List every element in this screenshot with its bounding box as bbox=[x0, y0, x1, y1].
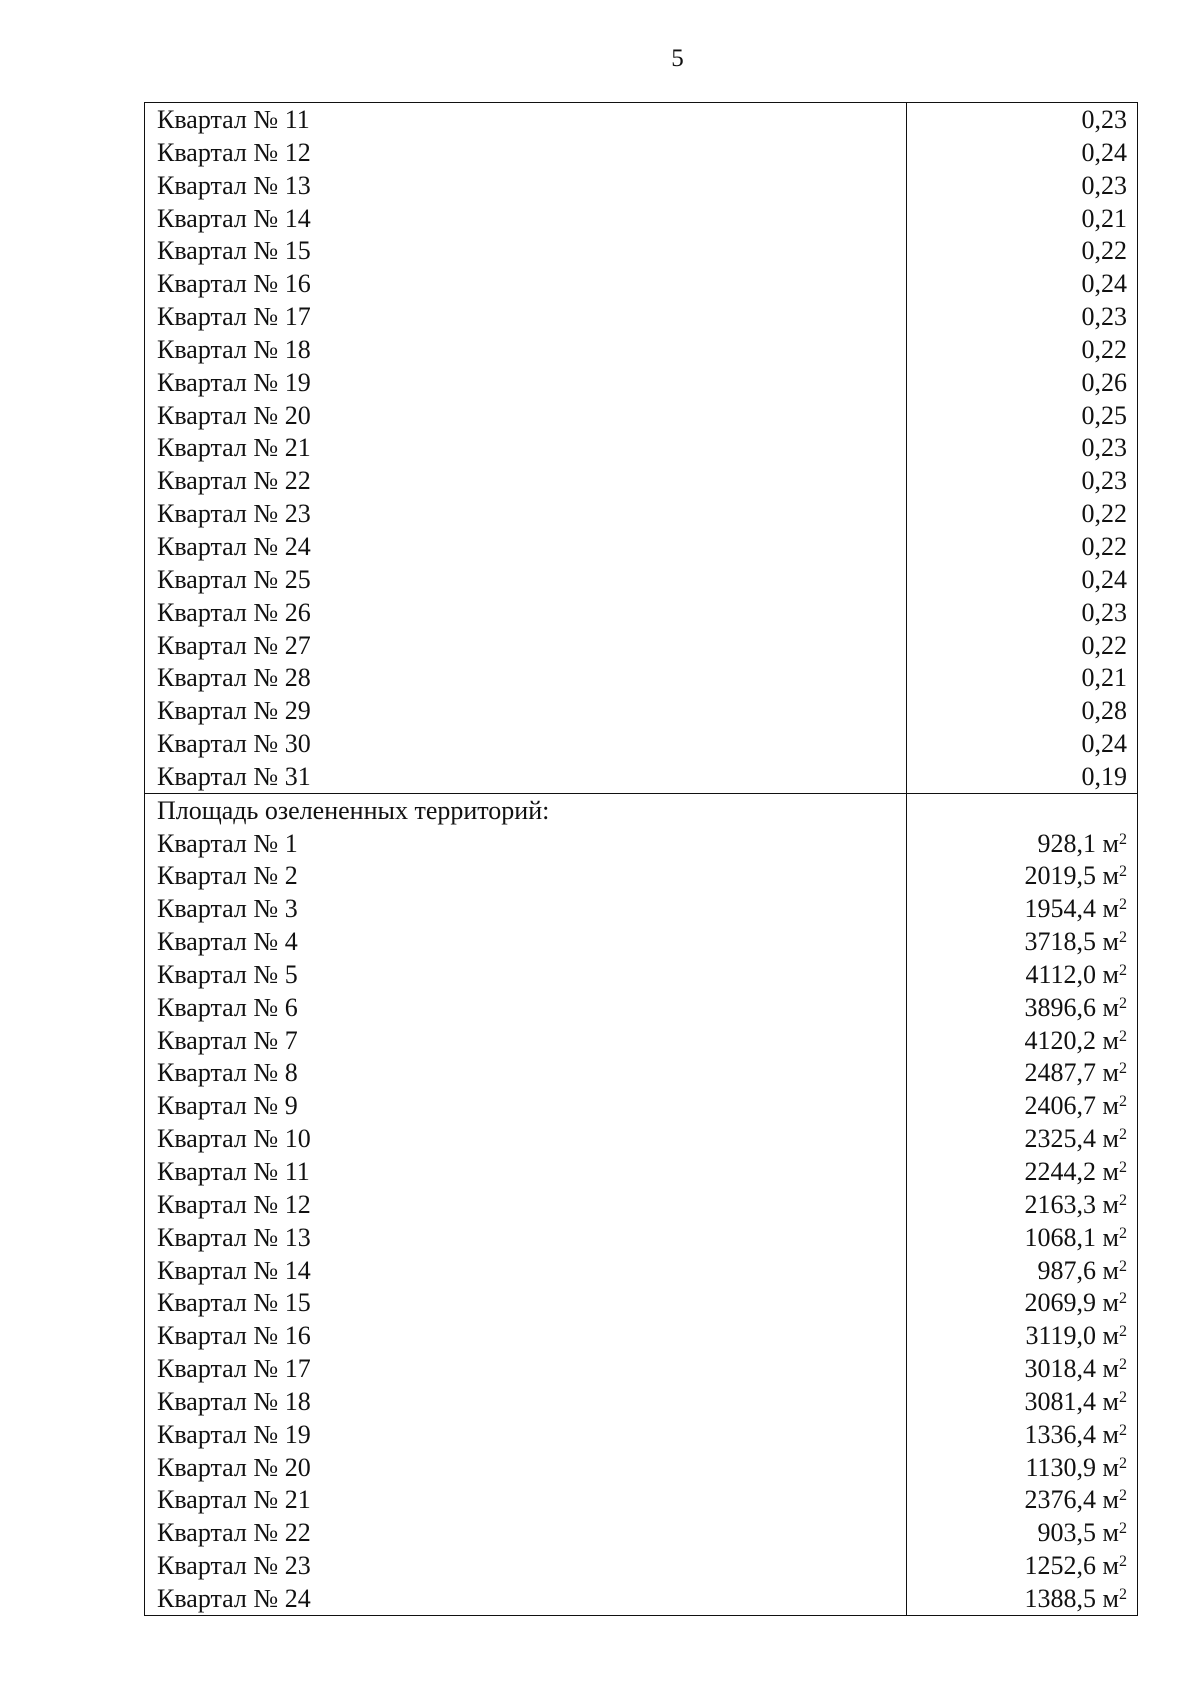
unit-label: м bbox=[1102, 894, 1119, 924]
row-value bbox=[907, 1516, 1127, 1549]
unit-power: 2 bbox=[1119, 1290, 1127, 1308]
row-label: Квартал № 24 bbox=[157, 531, 311, 561]
row-value bbox=[907, 1254, 1127, 1287]
row-value bbox=[907, 1385, 1127, 1418]
row-label: Квартал № 16 bbox=[157, 269, 311, 299]
unit-power: 2 bbox=[1119, 863, 1127, 881]
unit-label: м bbox=[1102, 1157, 1119, 1186]
row-label: Квартал № 3 bbox=[157, 894, 298, 924]
row-value bbox=[907, 1451, 1127, 1484]
unit-power: 2 bbox=[1119, 1585, 1127, 1603]
area-value: 3896,6 bbox=[1024, 992, 1097, 1022]
row-label: Квартал № 20 bbox=[157, 400, 311, 430]
row-value bbox=[907, 1056, 1127, 1089]
row-value: 0,23 bbox=[1081, 170, 1127, 200]
row-label: Квартал № 31 bbox=[157, 761, 311, 791]
row-label: Квартал № 19 bbox=[157, 1419, 311, 1449]
data-table bbox=[144, 102, 1138, 1616]
row-value bbox=[907, 1483, 1127, 1516]
row-label: Квартал № 7 bbox=[157, 1025, 298, 1055]
row-value: 0,26 bbox=[1081, 367, 1127, 397]
row-label: Квартал № 17 bbox=[157, 1354, 311, 1384]
unit-label: м bbox=[1102, 861, 1119, 891]
row-label: Квартал № 16 bbox=[157, 1321, 311, 1351]
unit-power: 2 bbox=[1119, 1388, 1127, 1406]
unit-power: 2 bbox=[1119, 1323, 1127, 1341]
unit-power: 2 bbox=[1119, 1454, 1127, 1472]
unit-power: 2 bbox=[1119, 1093, 1127, 1111]
label-column bbox=[145, 103, 907, 793]
area-value: 4112,0 bbox=[1025, 959, 1097, 989]
unit-power: 2 bbox=[1119, 896, 1127, 914]
row-label: Квартал № 1 bbox=[157, 828, 298, 858]
row-value bbox=[907, 1024, 1127, 1057]
row-value: 0,22 bbox=[1081, 334, 1127, 364]
area-value: 2406,7 bbox=[1024, 1091, 1097, 1121]
row-value bbox=[907, 1319, 1127, 1352]
row-value bbox=[907, 859, 1127, 892]
unit-power: 2 bbox=[1119, 961, 1127, 979]
row-label: Квартал № 29 bbox=[157, 696, 311, 726]
section-heading: Площадь озелененных территорий: bbox=[157, 795, 550, 825]
row-value bbox=[907, 1418, 1127, 1451]
row-label: Квартал № 17 bbox=[157, 302, 311, 332]
unit-label: м bbox=[1102, 1321, 1119, 1351]
row-value: 0,23 bbox=[1081, 302, 1127, 332]
heading-spacer bbox=[907, 794, 1127, 827]
unit-label: м bbox=[1102, 1551, 1119, 1581]
unit-power: 2 bbox=[1119, 1356, 1127, 1374]
row-value: 0,22 bbox=[1081, 236, 1127, 266]
row-value bbox=[907, 892, 1127, 925]
area-value: 903,5 bbox=[1037, 1518, 1097, 1548]
row-label: Квартал № 8 bbox=[157, 1058, 298, 1088]
unit-label: м bbox=[1102, 1124, 1119, 1154]
unit-power: 2 bbox=[1119, 929, 1127, 947]
unit-label: м bbox=[1102, 1485, 1119, 1515]
unit-power: 2 bbox=[1119, 1487, 1127, 1505]
area-value: 1388,5 bbox=[1024, 1583, 1097, 1613]
area-value: 4120,2 bbox=[1024, 1025, 1097, 1055]
area-value: 3119,0 bbox=[1025, 1321, 1097, 1351]
row-label: Квартал № 27 bbox=[157, 630, 311, 660]
row-value: 0,24 bbox=[1081, 564, 1127, 594]
row-label: Квартал № 13 bbox=[157, 1222, 311, 1252]
area-value: 2376,4 bbox=[1024, 1485, 1097, 1515]
row-label: Квартал № 21 bbox=[157, 1485, 311, 1515]
unit-power: 2 bbox=[1119, 1421, 1127, 1439]
unit-label: м bbox=[1102, 1354, 1119, 1384]
row-label: Квартал № 28 bbox=[157, 663, 311, 693]
row-value: 0,24 bbox=[1081, 269, 1127, 299]
value-column bbox=[907, 794, 1137, 1615]
row-label: Квартал № 4 bbox=[157, 927, 298, 957]
unit-power: 2 bbox=[1119, 1126, 1127, 1144]
area-value: 2019,5 bbox=[1024, 861, 1097, 891]
unit-label: м bbox=[1102, 1025, 1119, 1055]
row-value bbox=[907, 1188, 1127, 1221]
row-label: Квартал № 24 bbox=[157, 1583, 311, 1613]
area-value: 2487,7 bbox=[1024, 1058, 1097, 1088]
unit-power: 2 bbox=[1119, 1224, 1127, 1242]
unit-label: м bbox=[1102, 992, 1119, 1022]
row-value bbox=[907, 958, 1127, 991]
row-value bbox=[907, 1582, 1127, 1615]
row-value bbox=[907, 827, 1127, 860]
row-label: Квартал № 12 bbox=[157, 137, 311, 167]
row-value bbox=[907, 991, 1127, 1024]
unit-label: м bbox=[1102, 828, 1119, 858]
unit-label: м bbox=[1102, 927, 1119, 957]
row-value: 0,22 bbox=[1081, 531, 1127, 561]
row-label: Квартал № 11 bbox=[157, 105, 310, 134]
row-value: 0,25 bbox=[1081, 400, 1127, 430]
row-value bbox=[907, 1122, 1127, 1155]
area-value: 1954,4 bbox=[1024, 894, 1097, 924]
row-value bbox=[907, 1089, 1127, 1122]
area-value: 1336,4 bbox=[1024, 1419, 1097, 1449]
row-value: 0,19 bbox=[1081, 761, 1127, 791]
area-value: 1252,6 bbox=[1024, 1551, 1097, 1581]
row-value bbox=[907, 1286, 1127, 1319]
area-value: 1068,1 bbox=[1024, 1222, 1097, 1252]
row-value bbox=[907, 1221, 1127, 1254]
unit-label: м bbox=[1102, 1452, 1119, 1482]
unit-label: м bbox=[1102, 1419, 1119, 1449]
row-value: 0,28 bbox=[1081, 696, 1127, 726]
unit-label: м bbox=[1102, 1386, 1119, 1416]
unit-power: 2 bbox=[1119, 1553, 1127, 1571]
area-value: 987,6 bbox=[1037, 1255, 1097, 1285]
row-value bbox=[907, 925, 1127, 958]
row-label: Квартал № 11 bbox=[157, 1157, 310, 1186]
row-label: Квартал № 2 bbox=[157, 861, 298, 891]
row-label: Квартал № 23 bbox=[157, 1551, 311, 1581]
unit-label: м bbox=[1102, 1583, 1119, 1613]
unit-label: м bbox=[1102, 1222, 1119, 1252]
row-value: 0,23 bbox=[1081, 433, 1127, 463]
row-label: Квартал № 10 bbox=[157, 1124, 311, 1154]
row-label: Квартал № 22 bbox=[157, 466, 311, 496]
row-value: 0,23 bbox=[1081, 105, 1127, 134]
row-label: Квартал № 23 bbox=[157, 499, 311, 529]
row-label: Квартал № 30 bbox=[157, 729, 311, 759]
row-label: Квартал № 19 bbox=[157, 367, 311, 397]
area-value: 3718,5 bbox=[1024, 927, 1097, 957]
unit-label: м bbox=[1102, 1091, 1119, 1121]
row-label: Квартал № 14 bbox=[157, 1255, 311, 1285]
row-value: 0,23 bbox=[1081, 597, 1127, 627]
unit-power: 2 bbox=[1119, 1060, 1127, 1078]
unit-label: м bbox=[1102, 1518, 1119, 1548]
row-label: Квартал № 15 bbox=[157, 236, 311, 266]
unit-label: м bbox=[1102, 1058, 1119, 1088]
unit-power: 2 bbox=[1119, 1027, 1127, 1045]
row-value: 0,24 bbox=[1081, 137, 1127, 167]
row-label: Квартал № 25 bbox=[157, 564, 311, 594]
row-label: Квартал № 6 bbox=[157, 992, 298, 1022]
row-label: Квартал № 12 bbox=[157, 1189, 311, 1219]
area-value: 2069,9 bbox=[1024, 1288, 1097, 1318]
unit-power: 2 bbox=[1119, 1257, 1127, 1275]
label-column bbox=[145, 794, 907, 1615]
unit-power: 2 bbox=[1119, 994, 1127, 1012]
row-label: Квартал № 18 bbox=[157, 334, 311, 364]
row-value bbox=[907, 1155, 1127, 1188]
row-value: 0,22 bbox=[1081, 499, 1127, 529]
page-number: 5 bbox=[671, 45, 684, 72]
value-column bbox=[907, 103, 1137, 793]
row-label: Квартал № 21 bbox=[157, 433, 311, 463]
area-value: 1130,9 bbox=[1025, 1452, 1097, 1482]
unit-label: м bbox=[1102, 1255, 1119, 1285]
row-label: Квартал № 18 bbox=[157, 1386, 311, 1416]
row-label: Квартал № 13 bbox=[157, 170, 311, 200]
row-value: 0,21 bbox=[1081, 663, 1127, 693]
unit-label: м bbox=[1102, 1288, 1119, 1318]
row-value: 0,21 bbox=[1081, 203, 1127, 233]
row-label: Квартал № 22 bbox=[157, 1518, 311, 1548]
area-value: 2163,3 bbox=[1024, 1189, 1097, 1219]
row-value: 0,23 bbox=[1081, 466, 1127, 496]
table-section-green-area bbox=[145, 793, 1137, 1615]
row-value: 0,22 bbox=[1081, 630, 1127, 660]
row-label: Квартал № 5 bbox=[157, 959, 298, 989]
area-value: 2244,2 bbox=[1024, 1157, 1097, 1186]
area-value: 928,1 bbox=[1037, 828, 1097, 858]
unit-label: м bbox=[1102, 959, 1119, 989]
area-value: 3081,4 bbox=[1024, 1386, 1097, 1416]
row-value bbox=[907, 1352, 1127, 1385]
row-label: Квартал № 15 bbox=[157, 1288, 311, 1318]
unit-label: м bbox=[1102, 1189, 1119, 1219]
row-label: Квартал № 14 bbox=[157, 203, 311, 233]
row-label: Квартал № 26 bbox=[157, 597, 311, 627]
unit-power: 2 bbox=[1119, 1520, 1127, 1538]
area-value: 2325,4 bbox=[1024, 1124, 1097, 1154]
row-label: Квартал № 9 bbox=[157, 1091, 298, 1121]
area-value: 3018,4 bbox=[1024, 1354, 1097, 1384]
unit-power: 2 bbox=[1119, 830, 1127, 848]
unit-power: 2 bbox=[1119, 1159, 1127, 1176]
table-section-ratios bbox=[145, 103, 1137, 793]
row-value bbox=[907, 1549, 1127, 1582]
row-value: 0,24 bbox=[1081, 729, 1127, 759]
row-label: Квартал № 20 bbox=[157, 1452, 311, 1482]
unit-power: 2 bbox=[1119, 1191, 1127, 1209]
